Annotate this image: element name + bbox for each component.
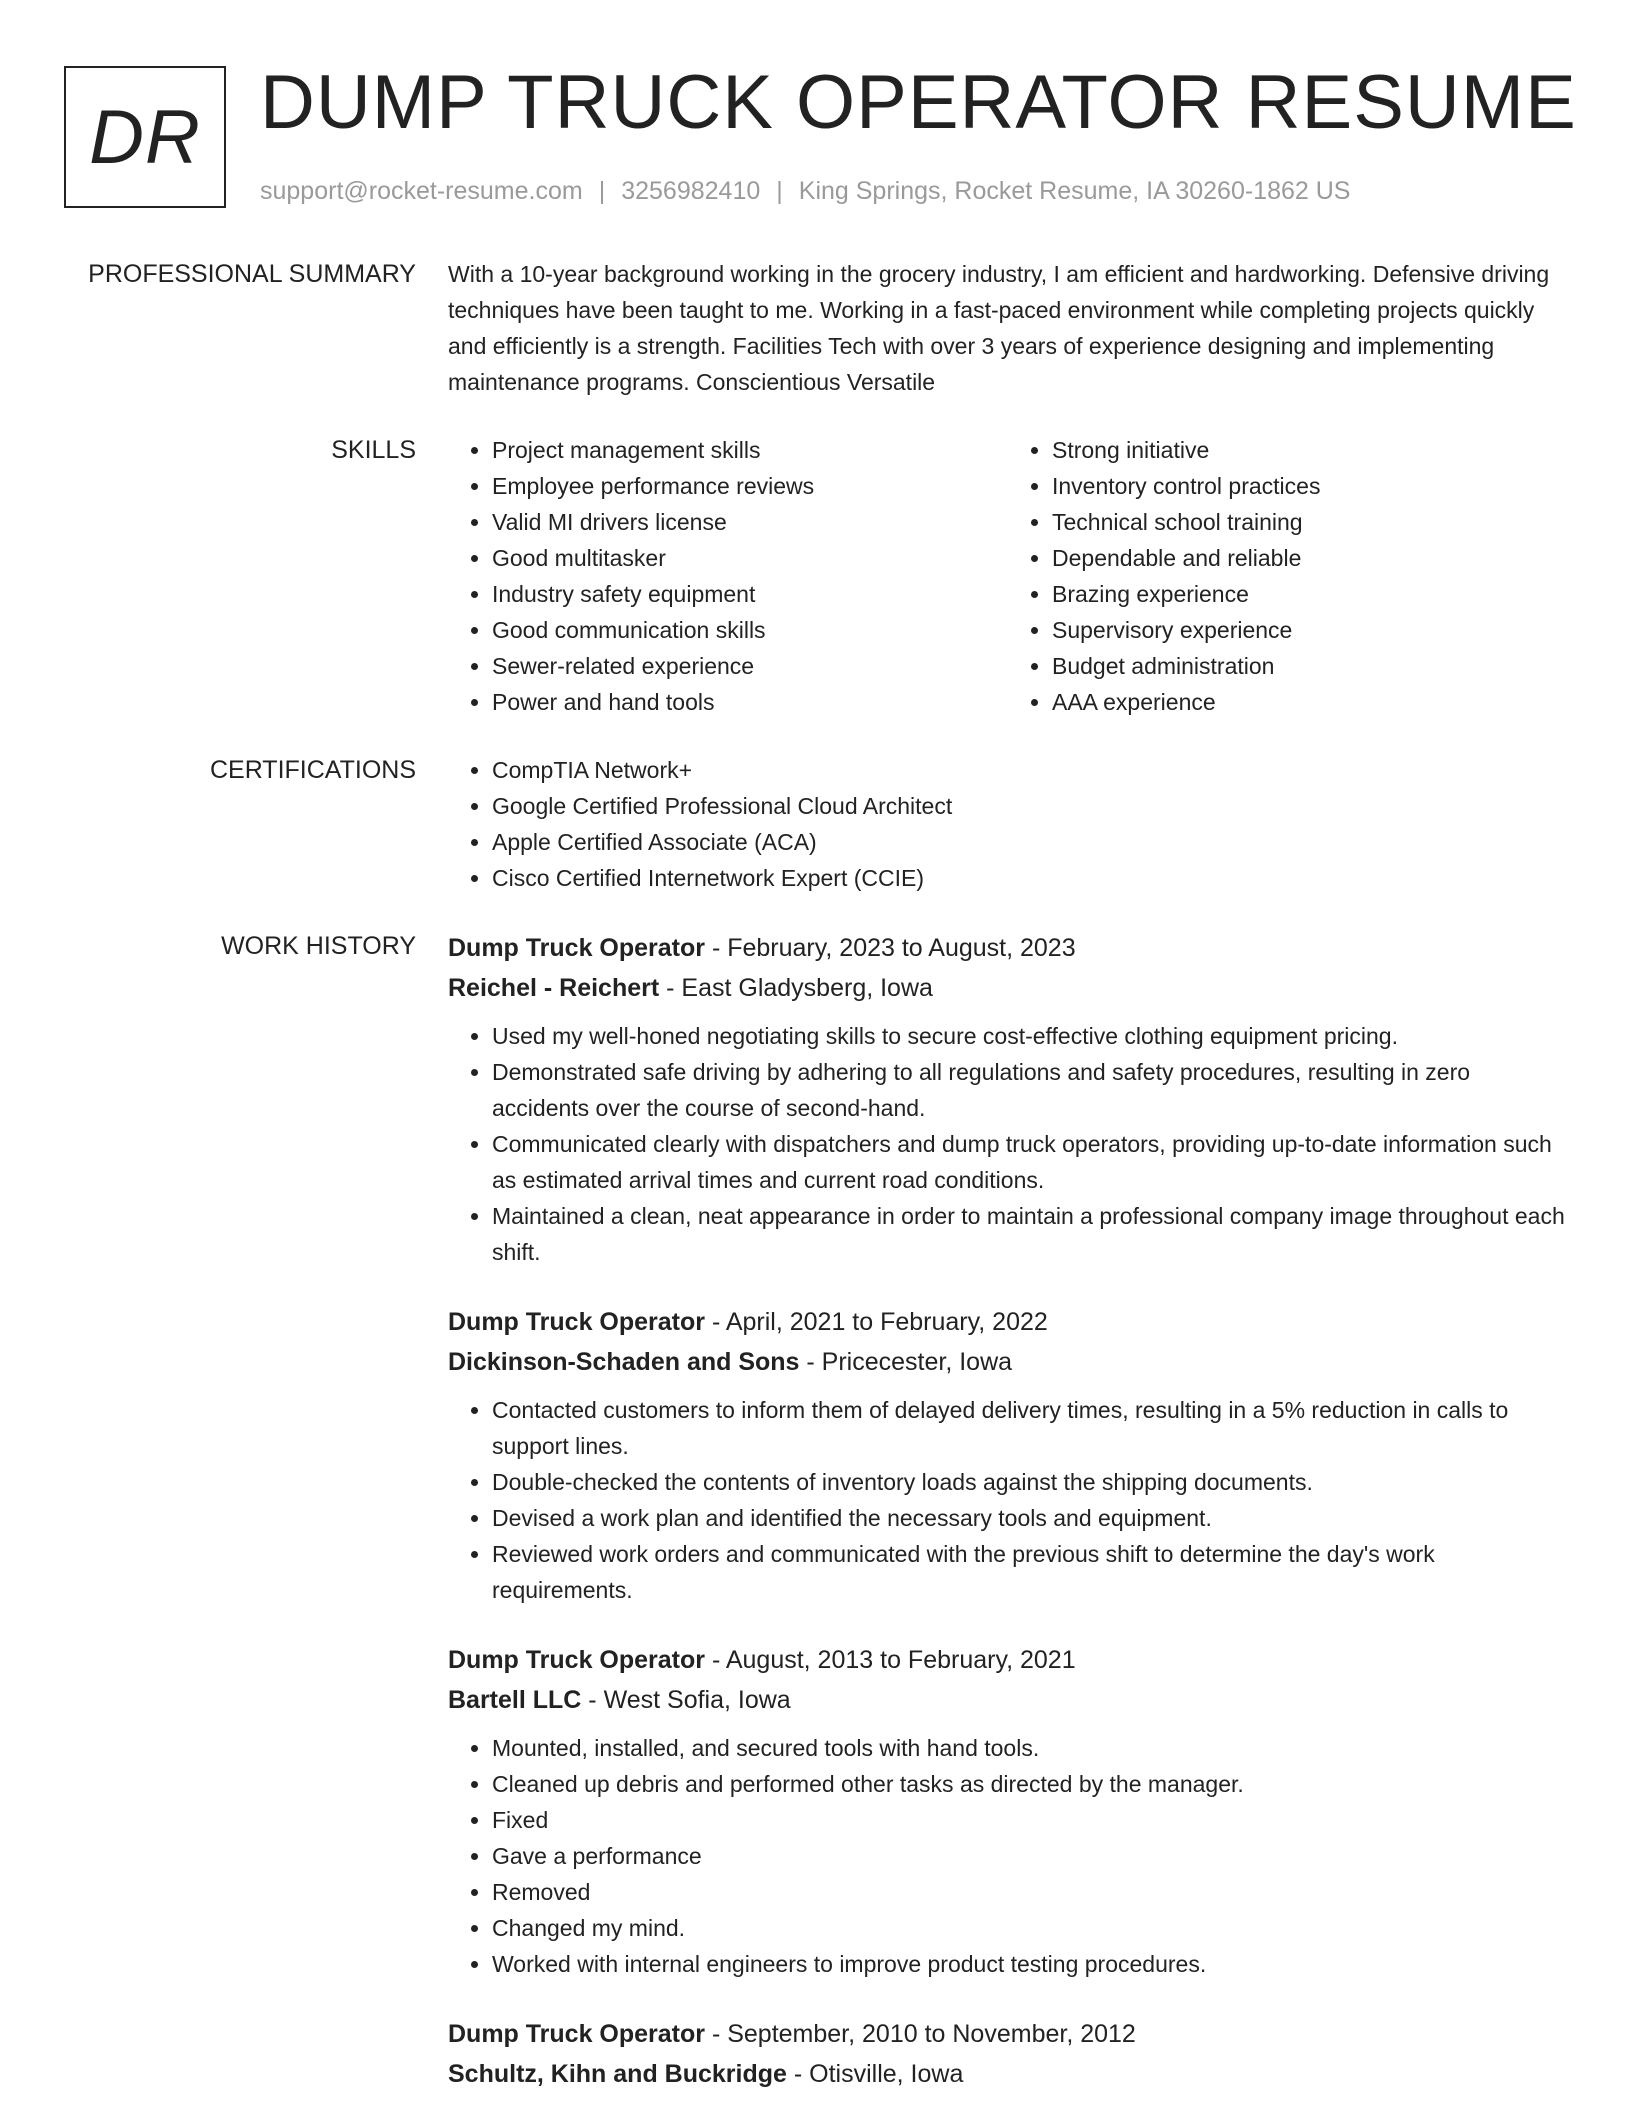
job-bullet: • Contacted customers to inform them of delayed delivery times, resulting in a 5% reduction in calls to support lines. xyxy=(492,1392,1568,1464)
contact-line xyxy=(260,175,1350,207)
skills-body xyxy=(448,432,1568,720)
job-title: Dump Truck Operator xyxy=(448,1646,705,1674)
skill-item: • Industry safety equipment xyxy=(492,576,1008,612)
skill-item: • AAA experience xyxy=(1052,684,1568,720)
section-label-work-history: WORK HISTORY xyxy=(221,932,416,960)
job-bullet: • Changed my mind. xyxy=(492,1910,1568,1946)
job-location: - Otisville, Iowa xyxy=(786,2060,964,2088)
job-company: Bartell LLC xyxy=(448,1686,582,1714)
job-title-line xyxy=(448,2014,1568,2054)
job-location: - Pricecester, Iowa xyxy=(799,1348,1013,1376)
summary-body xyxy=(448,256,1568,400)
job-bullets xyxy=(448,1392,1568,1608)
skill-item: • Good communication skills xyxy=(492,612,1008,648)
job-title-line xyxy=(448,1640,1568,1680)
job-bullet: • Communicated clearly with dispatchers and dump truck operators, providing up-to-date information such as estimated arrival times and current road conditions. xyxy=(492,1126,1568,1198)
job-bullet: • Fixed xyxy=(492,1802,1568,1838)
skill-item: • Power and hand tools xyxy=(492,684,1008,720)
skill-item: • Brazing experience xyxy=(1052,576,1568,612)
skill-item: • Employee performance reviews xyxy=(492,468,1008,504)
skills-list-left xyxy=(448,432,1008,720)
skill-item: • Inventory control practices xyxy=(1052,468,1568,504)
certification-item: • Cisco Certified Internetwork Expert (CCIE) xyxy=(492,860,1568,896)
job-title: Dump Truck Operator xyxy=(448,2020,705,2048)
certification-item: • Google Certified Professional Cloud Architect xyxy=(492,788,1568,824)
job-entry xyxy=(448,928,1568,1270)
job-location: - West Sofia, Iowa xyxy=(581,1686,791,1714)
job-title: Dump Truck Operator xyxy=(448,934,705,962)
certification-item: • CompTIA Network+ xyxy=(492,752,1568,788)
job-bullet: • Removed xyxy=(492,1874,1568,1910)
job-dates: - April, 2021 to February, 2022 xyxy=(705,1308,1048,1336)
skill-item: • Good multitasker xyxy=(492,540,1008,576)
section-label-skills: SKILLS xyxy=(331,436,416,464)
skill-item: • Project management skills xyxy=(492,432,1008,468)
summary-text: With a 10-year background working in the grocery industry, I am efficient and hardworking. Defensive driving techniques have been taught to me. Working in a fast-paced environment while completing projects quickly and efficiently is a strength. Facilities Tech with over 3 years of experience designing and implementing maintenance programs. Conscientious Versatile xyxy=(448,261,1550,395)
contact-separator: | xyxy=(776,177,783,205)
skill-item: • Technical school training xyxy=(1052,504,1568,540)
section-label-summary: PROFESSIONAL SUMMARY xyxy=(88,260,416,288)
job-company: Schultz, Kihn and Buckridge xyxy=(448,2060,787,2088)
work-history-body xyxy=(448,928,1568,2126)
job-bullet: • Worked with internal engineers to improve product testing procedures. xyxy=(492,1946,1568,1982)
skill-item: • Strong initiative xyxy=(1052,432,1568,468)
contact-email: support@rocket-resume.com xyxy=(260,177,583,205)
contact-phone: 3256982410 xyxy=(621,177,761,205)
job-entry xyxy=(448,1302,1568,1608)
job-bullet: • Reviewed work orders and communicated with the previous shift to determine the day's work requirements. xyxy=(492,1536,1568,1608)
job-bullet: • Mounted, installed, and secured tools with hand tools. xyxy=(492,1730,1568,1766)
job-bullet: • Demonstrated safe driving by adhering to all regulations and safety procedures, resulting in zero accidents over the course of second-hand. xyxy=(492,1054,1568,1126)
certifications-body xyxy=(448,752,1568,896)
skill-item: • Sewer-related experience xyxy=(492,648,1008,684)
job-company: Reichel - Reichert xyxy=(448,974,660,1002)
job-company-line xyxy=(448,1342,1568,1382)
monogram-badge: DR xyxy=(64,66,226,208)
job-company-line xyxy=(448,2054,1568,2094)
skill-item: • Dependable and reliable xyxy=(1052,540,1568,576)
contact-address: King Springs, Rocket Resume, IA 30260-1862 US xyxy=(798,177,1351,205)
job-bullet: • Double-checked the contents of inventory loads against the shipping documents. xyxy=(492,1464,1568,1500)
job-entry xyxy=(448,2014,1568,2094)
job-bullet: • Gave a performance xyxy=(492,1838,1568,1874)
job-bullets xyxy=(448,1730,1568,1982)
section-label-certifications: CERTIFICATIONS xyxy=(209,756,416,784)
job-bullet: • Cleaned up debris and performed other tasks as directed by the manager. xyxy=(492,1766,1568,1802)
certifications-list xyxy=(448,752,1568,896)
job-entry xyxy=(448,1640,1568,1982)
resume-title: DUMP TRUCK OPERATOR RESUME xyxy=(260,60,1577,145)
job-dates: - February, 2023 to August, 2023 xyxy=(705,934,1076,962)
skill-item: • Supervisory experience xyxy=(1052,612,1568,648)
skills-list-right xyxy=(1008,432,1568,720)
certification-item: • Apple Certified Associate (ACA) xyxy=(492,824,1568,860)
job-company: Dickinson-Schaden and Sons xyxy=(448,1348,800,1376)
job-title: Dump Truck Operator xyxy=(448,1308,705,1336)
job-bullet: • Devised a work plan and identified the necessary tools and equipment. xyxy=(492,1500,1568,1536)
job-title-line xyxy=(448,1302,1568,1342)
job-bullet: • Used my well-honed negotiating skills to secure cost-effective clothing equipment pricing. xyxy=(492,1018,1568,1054)
job-title-line xyxy=(448,928,1568,968)
skill-item: • Valid MI drivers license xyxy=(492,504,1008,540)
job-company-line xyxy=(448,968,1568,1008)
job-bullet: • Maintained a clean, neat appearance in order to maintain a professional company image throughout each shift. xyxy=(492,1198,1568,1270)
job-location: - East Gladysberg, Iowa xyxy=(659,974,933,1002)
job-dates: - September, 2010 to November, 2012 xyxy=(705,2020,1136,2048)
skill-item: • Budget administration xyxy=(1052,648,1568,684)
job-bullets xyxy=(448,1018,1568,1270)
contact-separator: | xyxy=(598,177,606,205)
job-company-line xyxy=(448,1680,1568,1720)
job-dates: - August, 2013 to February, 2021 xyxy=(705,1646,1076,1674)
